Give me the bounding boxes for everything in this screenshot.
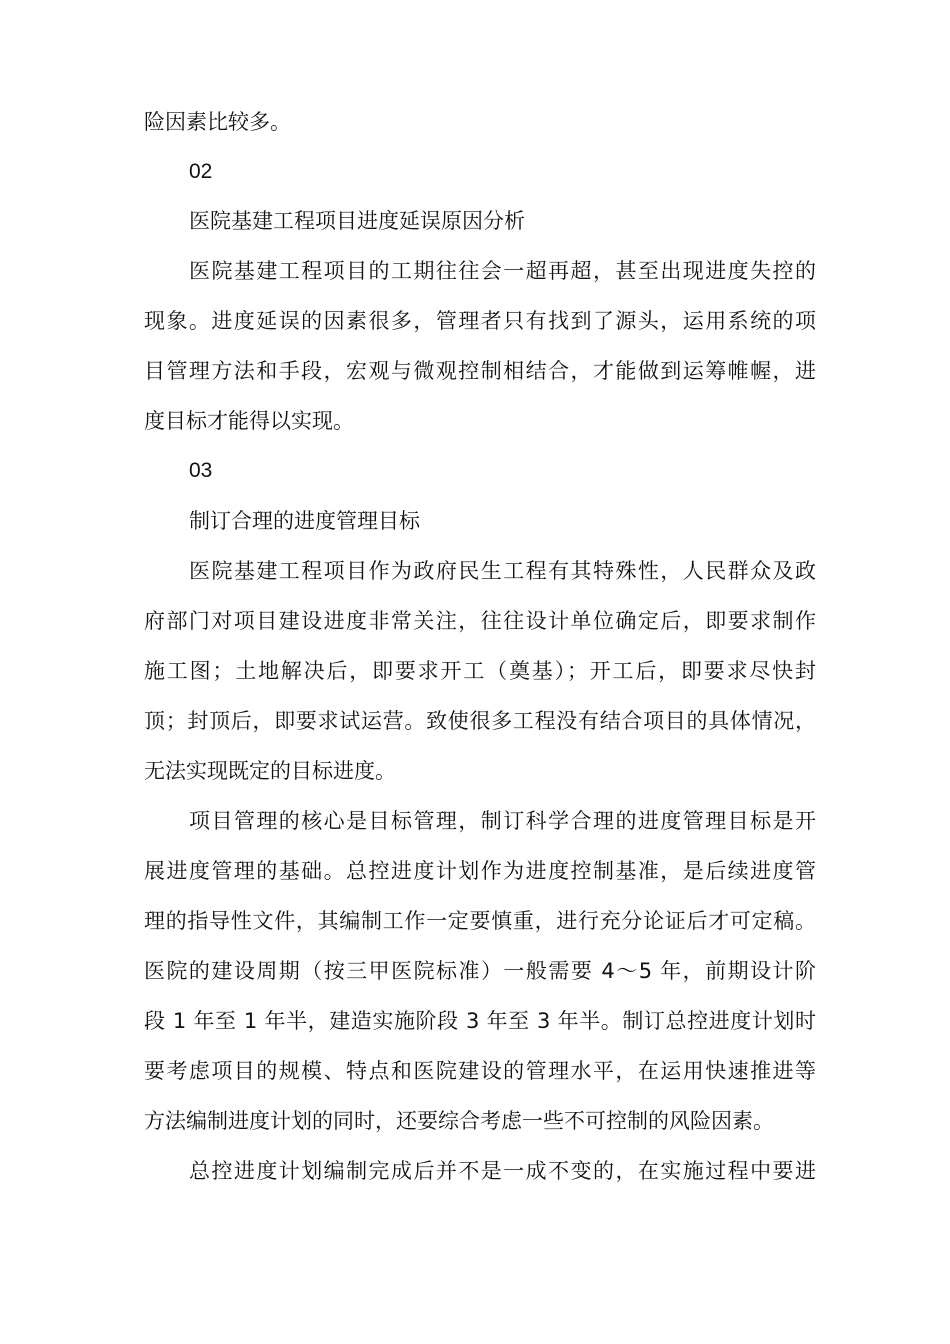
- paragraph-line: 医院基建工程项目作为政府民生工程有其特殊性，人民群众及政: [189, 559, 816, 583]
- paragraph-line: 方法编制进度计划的同时，还要综合考虑一些不可控制的风险因素。: [144, 1109, 774, 1133]
- paragraph-line: 度目标才能得以实现。: [144, 409, 354, 433]
- paragraph-line: 施工图；土地解决后，即要求开工（奠基）；开工后，即要求尽快封: [144, 659, 816, 683]
- section-number: 02: [189, 160, 213, 183]
- paragraph-line: 无法实现既定的目标进度。: [144, 759, 396, 783]
- paragraph-line: 总控进度计划编制完成后并不是一成不变的，在实施过程中要进: [189, 1159, 816, 1183]
- paragraph-line: 险因素比较多。: [144, 110, 291, 134]
- paragraph-line: 府部门对项目建设进度非常关注，往往设计单位确定后，即要求制作: [144, 609, 816, 633]
- section-number: 03: [189, 459, 213, 482]
- paragraph-line: 现象。进度延误的因素很多，管理者只有找到了源头，运用系统的项: [144, 309, 816, 333]
- paragraph-line: 顶；封顶后，即要求试运营。致使很多工程没有结合项目的具体情况，: [144, 709, 816, 733]
- paragraph-line: 目管理方法和手段，宏观与微观控制相结合，才能做到运筹帷幄，进: [144, 359, 816, 383]
- paragraph-line: 医院的建设周期（按三甲医院标准）一般需要 4～5 年，前期设计阶: [144, 959, 816, 983]
- paragraph-line: 理的指导性文件，其编制工作一定要慎重，进行充分论证后才可定稿。: [144, 909, 816, 933]
- section-heading: 制订合理的进度管理目标: [189, 509, 420, 533]
- paragraph-line: 要考虑项目的规模、特点和医院建设的管理水平，在运用快速推进等: [144, 1059, 816, 1083]
- section-heading: 医院基建工程项目进度延误原因分析: [189, 209, 525, 233]
- paragraph-line: 项目管理的核心是目标管理，制订科学合理的进度管理目标是开: [189, 809, 816, 833]
- paragraph-line: 展进度管理的基础。总控进度计划作为进度控制基准，是后续进度管: [144, 859, 816, 883]
- paragraph-line: 医院基建工程项目的工期往往会一超再超，甚至出现进度失控的: [189, 259, 816, 283]
- paragraph-line: 段 1 年至 1 年半，建造实施阶段 3 年至 3 年半。制订总控进度计划时: [144, 1009, 816, 1033]
